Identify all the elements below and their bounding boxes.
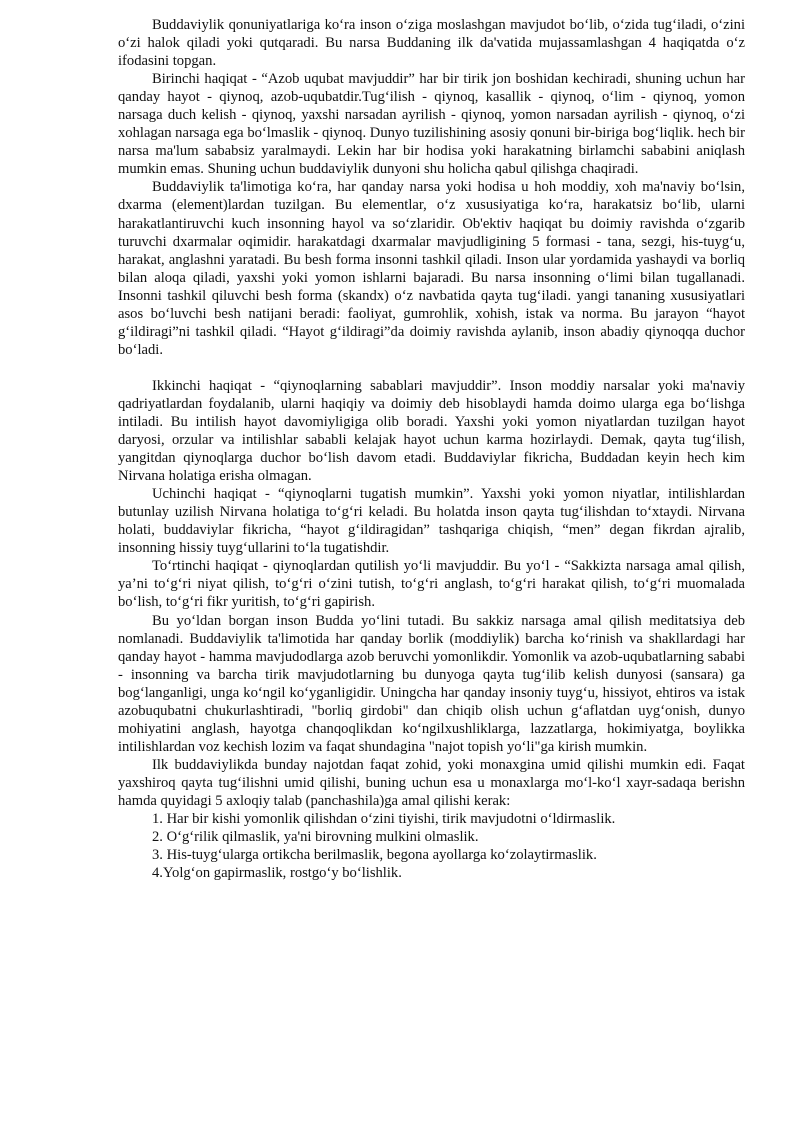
paragraph-second-truth: Ikkinchi haqiqat - “qiynoqlarning sabablari mavjuddir”. Inson moddiy narsalar yoki ma'naviy qadriyatlardan foydalanib, ularni haqiqiy va doimiy deb hisoblaydi hamda doimo ularga ega bo‘lishga intiladi. Bu intilish hayot davomiyligiga olib boradi. Yaxshi yoki yomon niyatlardan tuzilgan hayot daryosi, orzular va intilishlar sababli kelajak hayot uchun karma hozirlaydi. Demak, qayta tug‘ilish, yangitdan qiynoqlarga duchor bo‘lish davom etadi. Buddaviylar fikricha, Buddadan keyin hech kim Nirvana holatiga erisha olmagan. bbox=[118, 377, 745, 485]
paragraph-early-buddhism: Ilk buddaviylikda bunday najotdan faqat zohid, yoki monaxgina umid qilishi mumkin edi. Faqat yaxshiroq qayta tug‘ilishni umid qilishi, buning uchun esa u monaxlarga mo‘l-ko‘l xayr-sadaqa berishn hamda quyidagi 5 axloqiy talab (panchashila)ga amal qilishi kerak: bbox=[118, 756, 745, 809]
list-item: 1. Har bir kishi yomonlik qilishdan o‘zini tiyishi, tirik mavjudotni o‘ldirmaslik. bbox=[152, 811, 616, 828]
paragraph-fourth-truth: To‘rtinchi haqiqat - qiynoqlardan qutilish yo‘li mavjuddir. Bu yo‘l - “Sakkizta narsaga amal qilish, ya’ni to‘g‘ri niyat qilish, to‘g‘ri o‘zini tutish, to‘g‘ri anglash, to‘g‘ri harakat qilish, to‘g‘ri muomalada bo‘lish, to‘g‘ri fikr yuritish, to‘g‘ri gapirish. bbox=[118, 558, 745, 611]
list-item: 2. O‘g‘rilik qilmaslik, ya'ni birovning mulkini olmaslik. bbox=[152, 829, 479, 846]
panchashila-list bbox=[118, 810, 745, 882]
list-item: 3. His-tuyg‘ularga ortikcha berilmaslik, begona ayollarga ko‘zolaytirmaslik. bbox=[152, 847, 597, 864]
list-item: 4.Yolg‘on gapirmaslik, rostgo‘y bo‘lishlik. bbox=[152, 865, 402, 882]
paragraph-third-truth: Uchinchi haqiqat - “qiynoqlarni tugatish mumkin”. Yaxshi yoki yomon niyatlar, intilishlardan butunlay uzilish Nirvana holatiga to‘g‘ri keladi. Bu holatda inson qayta tug‘ilishdan to‘xtaydi. Nirvana holati, buddaviylar fikricha, “hayot g‘ildiragidan” tashqariga chiqish, “men” degan fikrdan ajralib, insonning hissiy tuyg‘ullarini to‘la tugatishdir. bbox=[118, 486, 745, 557]
paragraph-meditation: Bu yo‘ldan borgan inson Budda yo‘lini tutadi. Bu sakkiz narsaga amal qilish meditatsiya deb nomlanadi. Buddaviylik ta'limotida har qanday borlik (moddiylik) barcha ko‘rinish va shakllardagi har qanday hayot - hamma mavjudodlarga azob beruvchi yomonlikdir. Yomonlik va azob-uqubatlarning sababi - insonning va barcha tirik mavjudotlarning bu dunyoga qayta tug‘ilib kelish dunyosi (sansara) ga bog‘langanligi, unga ko‘ngil ko‘yganligidir. Uningcha har qanday insoniy tuyg‘u, hissiyot, ehtiros va istak azobuqubatni chukurlashtiradi, "borliq girdobi" dan chiqib olish uchun g‘aflatdan uyg‘onish, dunyo mohiyatini anglash, hayotga chanqoqlikdan ko‘ngilxushliklarga, lazzatlarga, hokimiyatga, boylikka intilishlardan voz kechish lozim va faqat shundagina "najot topish yo‘li"ga kirish mumkin. bbox=[118, 612, 745, 755]
paragraph-first-truth: Birinchi haqiqat - “Azob uqubat mavjuddir” har bir tirik jon boshidan kechiradi, shuning uchun har qanday hayot - qiynoq, azob-uqubatdir.Tug‘ilish - qiynoq, kasallik - qiynoq, o‘lim - qiynoq, yomon narsaga duch kelish - qiynoq, yaxshi narsadan ayrilish - qiynoq, yomon narsadan ayrilish - qiynoq, o‘zi xohlagan narsaga ega bo‘lmaslik - qiynoq. Dunyo tuzilishining asosiy qonuni bir-biriga bog‘liqlik. hech bir narsa ma'lum sababsiz yaralmaydi. Lekin har bir hodisa yoki harakatning birlamchi sababini aniqlash mumkin emas. Shuning uchun buddaviylik dunyoni shu holicha qabul qilishga chaqiradi. bbox=[118, 71, 745, 178]
paragraph-dharma: Buddaviylik ta'limotiga ko‘ra, har qanday narsa yoki hodisa u hoh moddiy, xoh ma'naviy bo‘lsin, dxarma (element)lardan tuzilgan. Bu elementlar, o‘z xususiyatiga ko‘ra, harakatsiz bo‘lib, ularni harakatlantiruvchi kuch insonning hayol va so‘zlaridir. Ob'ektiv haqiqat bu doimiy ravishda o‘zgarib turuvchi dxarmalar oqimidir. harakatdagi dxarmalar mavjudligining 5 formasi - tana, sezgi, his-tuyg‘u, harakat, anglashni yaratadi. Bu besh forma insonni tashkil qiladi. Inson ular yordamida yashaydi va borliq bilan aloqa qiladi, yaxshi yoki yomon ishlarni bajaradi. Bu narsa insonning o‘limi bilan tugallanadi. Insonni tashkil qiluvchi besh forma (skandx) o‘z navbatida qayta tug‘iladi. yangi tananing xususiyatlari asos bo‘luvchi besh natijani beradi: faoliyat, gumrohlik, xohish, istak va norma. Bu jarayon “hayot g‘ildiragi”ni tashkil qiladi. “Hayot g‘ildiragi”da doimiy ravishda aylanib, inson abadiy qiynoqqa duchor bo‘ladi. bbox=[118, 179, 745, 358]
paragraph-intro: Buddaviylik qonuniyatlariga ko‘ra inson o‘ziga moslashgan mavjudot bo‘lib, o‘zida tug‘iladi, o‘zini o‘zi halok qiladi yoki qutqaradi. Bu narsa Buddaning ilk da'vatida mujassamlashgan 4 haqiqatda o‘z ifodasini topgan. bbox=[118, 17, 745, 70]
